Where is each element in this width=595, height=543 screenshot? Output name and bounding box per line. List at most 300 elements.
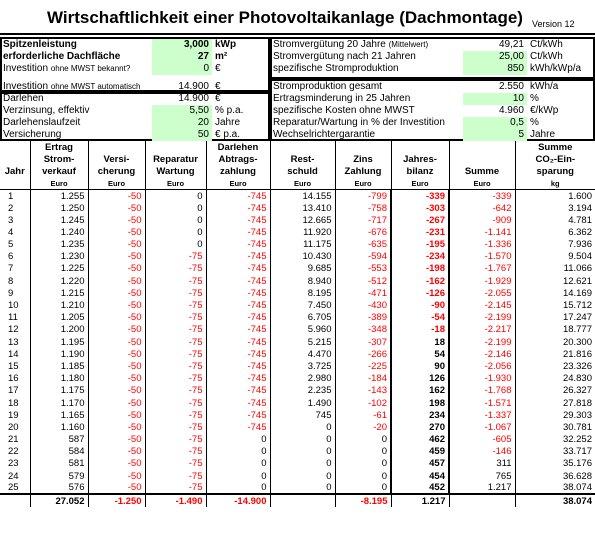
param-value: 5 [463,129,527,141]
column-header: Euro [391,178,449,190]
param-label-text: Reparatur/Wartung in % der Investition [273,117,445,128]
table-cell: -50 [88,299,145,311]
table-row [0,458,595,470]
table-cell: 30.781 [515,421,595,433]
table-cell: -512 [335,275,391,287]
table-cell: 6.705 [270,312,335,324]
table-cell: -1.930 [449,373,515,385]
table-cell: 311 [449,458,515,470]
table-cell: -195 [391,239,449,251]
table-row [0,336,595,348]
header-row [0,178,595,190]
param-unit: Ct/kWh [530,39,563,50]
table-cell: -339 [449,190,515,202]
table-cell: 1.190 [30,348,88,360]
param-unit: Ct/kWh [530,51,563,62]
table-cell: 24.830 [515,373,595,385]
param-unit: % p.a. [215,105,244,116]
column-header: Zins [335,153,391,165]
table-cell: 18 [8,397,19,409]
table-cell: 1.235 [30,239,88,251]
param-label [3,129,61,141]
table-cell: -102 [335,397,391,409]
table-cell: 19 [8,409,19,421]
table-row [0,482,595,494]
table-cell: 18 [391,336,449,348]
table-cell: -50 [88,373,145,385]
table-cell: 9 [8,287,14,299]
table-cell: 38.074 [515,482,595,494]
table-cell: -745 [206,385,270,397]
table-totals [0,494,595,506]
table-cell: 1.490 [270,397,335,409]
param-label-text: Verzinsung, effektiv [3,105,90,116]
param-label-text: spezifische Kosten ohne MWST [273,105,415,116]
table-cell: -307 [335,336,391,348]
column-header: Versi- [88,153,145,165]
table-cell: 3 [8,214,14,226]
table-cell: -75 [145,409,206,421]
param-label [273,51,416,63]
table-cell: 1.245 [30,214,88,226]
table-cell: 5.960 [270,324,335,336]
column-header: Euro [335,178,391,190]
param-label [3,105,90,117]
table-cell: -75 [145,373,206,385]
param-label [3,81,140,93]
table-cell: -745 [206,226,270,238]
table-cell: -50 [88,336,145,348]
table-cell: -50 [88,470,145,482]
table-cell: 1.215 [30,287,88,299]
param-value: 5,50 [152,105,212,117]
table-row [0,434,595,446]
table-cell: 17.247 [515,312,595,324]
cashflow-table [0,141,595,507]
table-cell: -303 [391,202,449,214]
table-cell: 35.176 [515,458,595,470]
column-header: cherung [88,165,145,177]
table-cell: -75 [145,360,206,372]
table-cell: 0 [270,458,335,470]
table-cell: 33.717 [515,446,595,458]
param-label [273,117,445,129]
table-cell: 1.200 [30,324,88,336]
param-unit: € p.a. [215,129,241,140]
table-cell: 26.327 [515,385,595,397]
param-label [3,39,77,51]
table-cell: -75 [145,275,206,287]
table-row [0,214,595,226]
table-body [0,190,595,495]
param-unit: Jahre [530,129,556,140]
table-cell: -50 [88,360,145,372]
param-label-text: Ertragsminderung in 25 Jahren [273,93,411,104]
param-label-text: Versicherung [3,129,62,140]
column-header: Ertrag [30,141,88,153]
param-label [3,63,130,75]
table-cell: -2.145 [449,299,515,311]
table-cell: 0 [270,434,335,446]
table-cell: 20.300 [515,336,595,348]
table-cell: 1.210 [30,299,88,311]
table-cell: 1.240 [30,226,88,238]
table-row [0,360,595,372]
table-cell: 1.195 [30,336,88,348]
column-header: Abtrags- [206,153,270,165]
table-cell: 8.195 [270,287,335,299]
param-value: 50 [152,129,212,141]
table-cell: 12.665 [270,214,335,226]
total-cell: 38.074 [515,494,595,506]
column-header [0,153,30,165]
table-cell: 10.430 [270,251,335,263]
column-header [0,141,30,153]
param-label-text: Stromproduktion gesamt [273,81,382,92]
table-cell: 126 [391,373,449,385]
table-cell: 234 [391,409,449,421]
column-header: Euro [449,178,515,190]
table-cell: -54 [391,312,449,324]
table-row [0,385,595,397]
table-cell: 2.980 [270,373,335,385]
table-cell: -75 [145,312,206,324]
table-cell: 29.303 [515,409,595,421]
table-cell: -50 [88,409,145,421]
param-label-text: Spitzenleistung [3,39,77,50]
param-unit: €/kWp [530,105,559,116]
table-cell: -143 [335,385,391,397]
column-header: schuld [270,165,335,177]
param-unit: % [530,93,539,104]
param-unit: € [215,81,221,92]
column-header: Euro [88,178,145,190]
table-cell: 0 [145,214,206,226]
table-cell: 1.250 [30,202,88,214]
table-cell: -430 [335,299,391,311]
table-cell: 25 [8,482,19,494]
table-cell: -745 [206,421,270,433]
table-cell: 1.217 [449,482,515,494]
table-cell: -50 [88,446,145,458]
table-cell: -799 [335,190,391,202]
table-row [0,251,595,263]
param-label-text: Investition [3,63,51,74]
table-cell: -745 [206,312,270,324]
table-cell: 0 [206,482,270,494]
column-header: Zahlung [335,165,391,177]
table-cell: 162 [391,385,449,397]
table-cell: 3.725 [270,360,335,372]
table-cell: 0 [270,446,335,458]
table-cell: -75 [145,482,206,494]
table-cell: -162 [391,275,449,287]
table-cell: 459 [391,446,449,458]
table-cell: -75 [145,421,206,433]
table-cell: -745 [206,251,270,263]
header-row [0,153,595,165]
table-cell: -234 [391,251,449,263]
table-cell: 14.169 [515,287,595,299]
param-note: (Mittelwert) [388,40,429,49]
param-value: 850 [463,63,527,75]
table-cell: -553 [335,263,391,275]
table-row [0,348,595,360]
table-row [0,421,595,433]
table-cell: 14.155 [270,190,335,202]
column-header [335,141,391,153]
table-cell: 11 [8,312,18,324]
table-cell: 1.230 [30,251,88,263]
param-label [273,129,375,141]
table-cell: -348 [335,324,391,336]
table-cell: -389 [335,312,391,324]
total-cell: -8.195 [335,494,391,506]
table-cell: -339 [391,190,449,202]
table-cell: 587 [30,434,88,446]
table-cell: -75 [145,348,206,360]
table-row [0,226,595,238]
column-header: Euro [145,178,206,190]
table-cell: -745 [206,360,270,372]
total-cell: -1.250 [88,494,145,506]
param-label-text: Stromvergütung 20 Jahre [273,39,389,50]
param-value: 25,00 [463,51,527,63]
param-value: 14.900 [178,93,209,104]
param-value: 0 [152,63,212,75]
table-cell: -1.337 [449,409,515,421]
table-cell: -745 [206,263,270,275]
table-cell: 584 [30,446,88,458]
table-cell: 12.621 [515,275,595,287]
table-cell: -745 [206,239,270,251]
param-label-text: Darlehenslaufzeit [3,117,81,128]
version-label: Version 12 [532,19,575,29]
column-header [0,178,30,190]
table-row [0,373,595,385]
param-unit: % [530,117,539,128]
table-cell: 0 [206,470,270,482]
table-cell: -50 [88,239,145,251]
table-cell: -2.217 [449,324,515,336]
table-cell: -745 [206,202,270,214]
table-cell: -745 [206,299,270,311]
table-cell: 1.205 [30,312,88,324]
column-header: Euro [206,178,270,190]
total-cell: -1.490 [145,494,206,506]
table-cell: 0 [145,202,206,214]
table-cell: 14 [8,348,19,360]
table-cell: -676 [335,226,391,238]
param-unit: kWh/kWp/a [530,63,582,74]
table-cell: 4.470 [270,348,335,360]
table-cell: 22 [8,446,19,458]
column-header: kg [515,178,595,190]
header-row [0,165,595,177]
table-cell: -146 [449,446,515,458]
table-cell: -50 [88,287,145,299]
table-cell: 3.194 [515,202,595,214]
table-cell: 462 [391,434,449,446]
table-cell: 2.235 [270,385,335,397]
table-row [0,190,595,202]
param-value: 20 [152,117,212,129]
column-header: bilanz [391,165,449,177]
table-cell: 0 [145,239,206,251]
column-header: Wartung [145,165,206,177]
param-note: ohne MWST automatisch [50,82,141,91]
table-row [0,397,595,409]
table-cell: 16 [8,373,19,385]
param-value: 3,000 [152,39,212,51]
table-cell: 54 [391,348,449,360]
table-cell: 10 [8,300,19,312]
param-label [3,117,80,129]
param-label-text: Wechselrichtergarantie [273,129,376,140]
table-cell: -1.336 [449,239,515,251]
column-header [88,141,145,153]
table-cell: -75 [145,470,206,482]
table-cell: 21 [8,434,19,446]
table-cell: 15.712 [515,299,595,311]
table-cell: 4.781 [515,214,595,226]
param-value: 2.550 [498,81,524,92]
table-cell: 1.225 [30,263,88,275]
param-label [273,39,428,51]
table-cell: 11.920 [270,226,335,238]
table-cell: -231 [391,226,449,238]
table-cell: -75 [145,336,206,348]
param-unit: kWp [215,39,237,50]
param-unit: Jahre [215,117,241,128]
table-cell: 23 [8,458,19,470]
table-cell: 90 [391,360,449,372]
column-header: Darlehen [206,141,270,153]
param-value: 4.960 [498,105,524,116]
table-cell: -594 [335,251,391,263]
column-header: Euro [30,178,88,190]
table-cell: 576 [30,482,88,494]
table-cell: 0 [206,446,270,458]
table-cell: 1.165 [30,409,88,421]
table-cell: 1.600 [515,190,595,202]
table-cell: -75 [145,287,206,299]
table-cell: 579 [30,470,88,482]
table-cell: 23.326 [515,360,595,372]
table-cell: -1.067 [449,421,515,433]
table-cell: -471 [335,287,391,299]
table-cell: -266 [335,348,391,360]
column-header: Summe [515,141,595,153]
param-label-text: Investition [3,81,51,92]
param-label [273,105,415,117]
column-header: verkauf [30,165,88,177]
table-row [0,446,595,458]
table-cell: 0 [145,190,206,202]
table-cell: -75 [145,263,206,275]
table-cell: -50 [88,202,145,214]
table-cell: 765 [449,470,515,482]
table-cell: 17 [8,385,19,397]
param-label [273,81,382,93]
table-cell: 270 [391,421,449,433]
table-cell: 11.175 [270,239,335,251]
table-cell: 1 [8,190,14,202]
param-label-text: Darlehen [3,93,44,104]
table-cell: 36.628 [515,470,595,482]
table-row [0,409,595,421]
table-cell: -50 [88,324,145,336]
table-cell: 1.180 [30,373,88,385]
table-cell: -50 [88,348,145,360]
param-unit: m² [215,51,228,62]
total-cell: -14.900 [206,494,270,506]
table-row [0,324,595,336]
table-cell: -75 [145,299,206,311]
table-cell: 8 [8,275,14,287]
param-label-text: erforderliche Dachfläche [3,51,121,62]
table-row [0,287,595,299]
table-cell: 32.252 [515,434,595,446]
column-header: Strom- [30,153,88,165]
table-cell: 454 [391,470,449,482]
table-cell: 1.185 [30,360,88,372]
table-cell: 452 [391,482,449,494]
table-cell: -2.199 [449,336,515,348]
param-unit: € [215,63,221,74]
table-cell: 5.215 [270,336,335,348]
table-cell: -75 [145,458,206,470]
table-cell: 1.175 [30,385,88,397]
table-cell: -1.570 [449,251,515,263]
param-unit: kWh/a [530,81,559,92]
table-cell: -75 [145,251,206,263]
table-cell: -2.056 [449,360,515,372]
table-cell: 0 [335,470,391,482]
column-header: Rest- [270,153,335,165]
table-cell: 11.066 [515,263,595,275]
table-cell: -745 [206,348,270,360]
title-bar [0,0,595,35]
table-cell: -50 [88,434,145,446]
table-cell: 6.362 [515,226,595,238]
param-value: 14.900 [178,81,209,92]
param-value: 49,21 [498,39,524,50]
table-cell: -642 [449,202,515,214]
table-cell: 0 [335,446,391,458]
table-cell: -745 [206,397,270,409]
table-cell: -1.767 [449,263,515,275]
param-note: ohne MWST bekannt? [50,64,131,73]
table-cell: -50 [88,421,145,433]
table-cell: 24 [8,470,19,482]
param-label [273,63,399,75]
table-cell: -61 [335,409,391,421]
table-cell: -50 [88,482,145,494]
table-cell: -50 [88,251,145,263]
table-cell: -75 [145,446,206,458]
param-value: 27 [152,51,212,63]
total-cell [449,494,515,506]
table-cell: 13.410 [270,202,335,214]
table-cell: -717 [335,214,391,226]
table-cell: 15 [8,360,19,372]
table-cell: 2 [8,202,14,214]
table-cell: 0 [270,470,335,482]
table-cell: -635 [335,239,391,251]
table-cell: -2.055 [449,287,515,299]
param-value: 10 [463,93,527,105]
